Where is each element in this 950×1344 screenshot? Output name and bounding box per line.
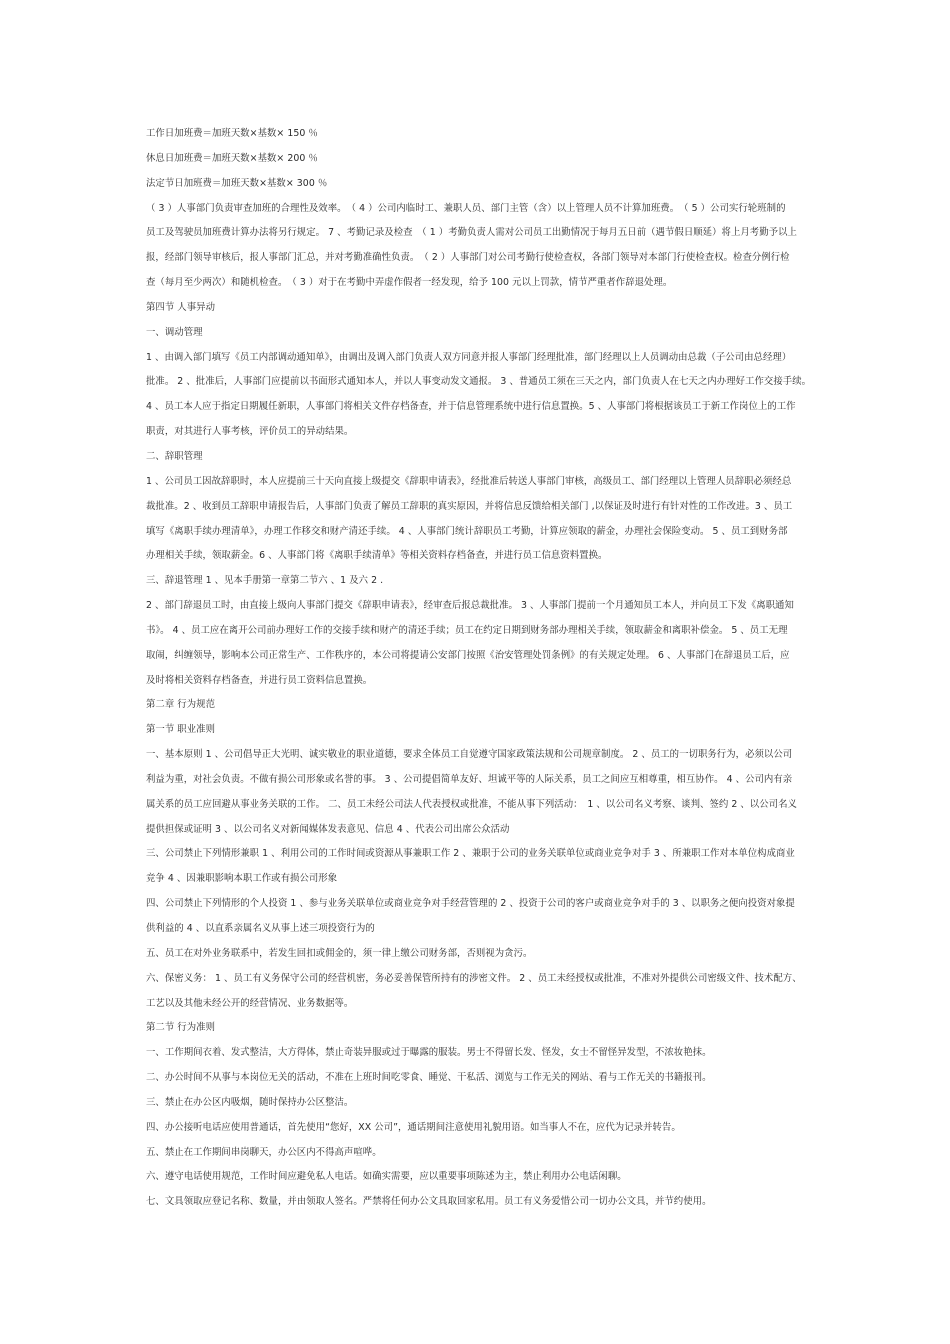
text-line: 利益为重，对社会负责。不做有损公司形象或名誉的事。 3 、公司提倡简单友好、坦诚平等的人际关系，员工之间应互相尊重，相互协作。 4 、公司内有亲	[146, 773, 793, 785]
section-heading: 第四节 人事异动	[146, 301, 216, 313]
text-line: （ 3 ）人事部门负责审查加班的合理性及效率。 （ 4 ）公司内临时工、兼职人员、部门主管（含）以上管理人员不计算加班费。 （ 5 ）公司实行轮班制的	[146, 202, 786, 214]
text-line: 书》。 4 、员工应在离开公司前办理好工作的交接手续和财产的清还手续；员工在约定日期到财务部办理相关手续，领取薪金和离职补偿金。 5 、员工无理	[146, 624, 788, 636]
text-line: 五、禁止在工作期间串岗聊天，办公区内不得高声喧哗。	[146, 1146, 382, 1158]
text-line: 1 、公司员工因故辞职时，本人应提前三十天向直接上级提交《辞职申请表》，经批准后转送人事部门审核，高级员工、部门经理以上管理人员辞职必须经总	[146, 475, 792, 487]
text-line: 报，经部门领导审核后，报人事部门汇总，并对考勤准确性负责。 （ 2 ）人事部门对公司考勤行使检查权，各部门领导对本部门行使检查权。检查分例行检	[146, 252, 790, 264]
subsection-heading: 三、辞退管理 1 、见本手册第一章第二节六 、1 及六 2 .	[146, 575, 384, 587]
text-line: 填写《离职手续办理清单》，办理工作移交和财产清还手续。 4 、人事部门统计辞职员工考勤，计算应领取的薪金，办理社会保险变动。 5 、员工到财务部	[146, 525, 788, 537]
text-line: 四、办公接听电话应使用普通话，首先使用“您好，XX 公司”，通话期间注意使用礼貌用语。如当事人不在，应代为记录并转告。	[146, 1121, 681, 1133]
text-line: 属关系的员工应回避从事业务关联的工作。 二、员工未经公司法人代表授权或批准，不能从事下列活动： 1 、以公司名义考察、谈判、签约 2 、以公司名义	[146, 798, 797, 810]
text-line: 员工及驾驶员加班费计算办法将另行规定。 7 、考勤记录及检查 （ 1 ）考勤负责人需对公司员工出勤情况于每月五日前（遇节假日顺延）将上月考勤予以上	[146, 227, 797, 239]
text-line: 二、办公时间不从事与本岗位无关的活动，不准在上班时间吃零食、睡觉、干私活、浏览与工作无关的网站、看与工作无关的书籍报刊。	[146, 1072, 712, 1084]
text-line: 提供担保或证明 3 、以公司名义对新闻媒体发表意见、信息 4 、代表公司出席公众活动	[146, 823, 510, 835]
text-line: 三、公司禁止下列情形兼职 1 、利用公司的工作时间或资源从事兼职工作 2 、兼职于公司的业务关联单位或商业竞争对手 3 、所兼职工作对本单位构成商业	[146, 848, 795, 860]
text-line: 一、工作期间衣着、发式整洁，大方得体，禁止奇装异服或过于曝露的服装。男士不得留长发、怪发，女士不留怪异发型，不浓妆艳抹。	[146, 1047, 712, 1059]
subsection-heading: 二、辞职管理	[146, 450, 203, 462]
text-line: 七、文具领取应登记名称、数量，并由领取人签名。严禁将任何办公文具取回家私用。员工有义务爱惜公司一切办公文具，并节约使用。	[146, 1196, 712, 1208]
text-line: 2 、部门辞退员工时，由直接上级向人事部门提交《辞职申请表》，经审查后报总裁批准。 3 、人事部门提前一个月通知员工本人，并向员工下发《离职通知	[146, 600, 794, 612]
text-line: 1 、由调入部门填写《员工内部调动通知单》，由调出及调入部门负责人双方同意并报人事部门经理批准，部门经理以上人员调动由总裁（子公司由总经理）	[146, 351, 792, 363]
subsection-heading: 一、调动管理	[146, 326, 203, 338]
text-line: 六、遵守电话使用规范，工作时间应避免私人电话。如确实需要，应以重要事项陈述为主，禁止利用办公电话闲聊。	[146, 1171, 627, 1183]
text-line: 取闹，纠缠领导，影响本公司正常生产、工作秩序的，本公司将提请公安部门按照《治安管理处罚条例》的有关规定处理。 6 、人事部门在辞退员工后，应	[146, 649, 790, 661]
text-line: 4 、员工本人应于指定日期履任新职，人事部门将相关文件存档备查，并于信息管理系统中进行信息置换。5 、人事部门将根据该员工于新工作岗位上的工作	[146, 401, 796, 413]
text-line: 及时将相关资料存档备查，并进行员工资料信息置换。	[146, 674, 373, 686]
text-line: 法定节日加班费＝加班天数×基数× 300 ％	[146, 177, 328, 189]
text-line: 竞争 4 、因兼职影响本职工作或有损公司形象	[146, 873, 338, 885]
section-heading: 第一节 职业准则	[146, 724, 216, 736]
text-line: 三、禁止在办公区内吸烟，随时保持办公区整洁。	[146, 1096, 354, 1108]
text-line: 休息日加班费＝加班天数×基数× 200 ％	[146, 152, 318, 164]
text-line: 供利益的 4 、以直系亲属名义从事上述三项投资行为的	[146, 923, 375, 934]
text-line: 批准。 2 、批准后，人事部门应提前以书面形式通知本人，并以人事变动发文通报。 3 、普通员工须在三天之内，部门负责人在七天之内办理好工作交接手续。	[146, 376, 811, 388]
text-line: 裁批准。2 、收到员工辞职申请报告后，人事部门负责了解员工辞职的真实原因，并将信息反馈给相关部门 ,以保证及时进行有针对性的工作改进。3 、员工	[146, 500, 793, 512]
text-line: 六、保密义务： 1 、员工有义务保守公司的经营机密，务必妥善保管所持有的涉密文件。 2 、员工未经授权或批准，不准对外提供公司密级文件、技术配方、	[146, 972, 802, 984]
text-line: 一、基本原则 1 、公司倡导正大光明、诚实敬业的职业道德，要求全体员工自觉遵守国家政策法规和公司规章制度。 2 、员工的一切职务行为，必须以公司	[146, 749, 793, 761]
text-line: 职责，对其进行人事考核，评价员工的异动结果。	[146, 426, 354, 438]
text-line: 工艺以及其他未经公开的经营情况、业务数据等。	[146, 997, 354, 1009]
text-line: 查（每月至少两次）和随机检查。 （ 3 ）对于在考勤中弄虚作假者一经发现，给予 100 元以上罚款，情节严重者作辞退处理。	[146, 277, 673, 289]
text-line: 办理相关手续，领取薪金。6 、人事部门将《离职手续清单》等相关资料存档备查，并进行员工信息资料置换。	[146, 550, 608, 562]
text-line: 工作日加班费＝加班天数×基数× 150 ％	[146, 128, 318, 139]
section-heading: 第二节 行为准则	[146, 1022, 216, 1034]
document-page	[146, 122, 811, 1215]
text-line: 五、员工在对外业务联系中，若发生回扣或佣金的，须一律上缴公司财务部，否则视为贪污。	[146, 947, 533, 959]
text-line: 四、公司禁止下列情形的个人投资 1 、参与业务关联单位或商业竞争对手经营管理的 2 、投资于公司的客户或商业竞争对手的 3 、以职务之便向投资对象提	[146, 898, 795, 910]
chapter-heading: 第二章 行为规范	[146, 699, 216, 711]
